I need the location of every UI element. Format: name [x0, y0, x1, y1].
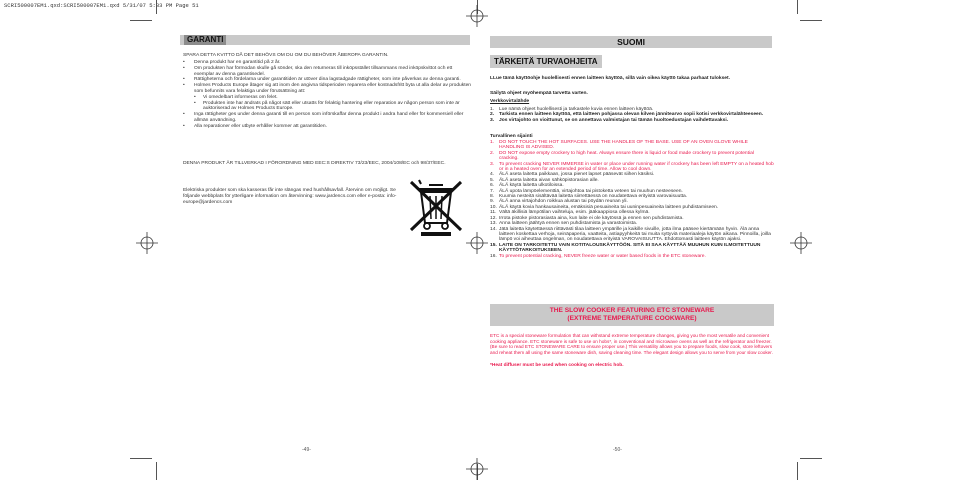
- page-number-right: -50-: [613, 447, 622, 453]
- feature-title-line1: THE SLOW COOKER FEATURING ETC STONEWARE: [549, 307, 715, 314]
- list-item: • Rättigheterna och fördelarna under garantitiden är utöver dina lagstadgade rättigheter, som inte påverkas av denna garanti.: [183, 77, 461, 83]
- feature-title-line2: (EXTREME TEMPERATURE COOKWARE): [567, 315, 697, 322]
- list-item: • Holmes Products Europe åtager sig att inom den angivna tidsperioden reparera eller kostnadsfritt byta ut alla delar av produkten som befunnits vara felaktiga under förutsättning att:: [183, 83, 472, 94]
- list-item: • Om produkten har förmodan skulle gå sönder, ska den returneras till inköpsstället tillsammans med inköpskvittot och ett exemplar av denna garantisedel.: [183, 65, 453, 77]
- safety-heading: TÄRKEITÄ TURVAOHJEITA: [490, 55, 602, 68]
- registration-mark-icon: [466, 232, 488, 254]
- suomi-title: SUOMI: [490, 36, 772, 48]
- list-item: 12. Irrota pistoke pistorasiasta aina, kun laite ei ole käytössä ja ennen sen puhdistamista.: [490, 215, 684, 221]
- garanti-title: GARANTI: [184, 35, 226, 45]
- list-item: 1. DO NOT TOUCH THE HOT SURFACES. USE THE HANDLES OF THE BASE. USE OF AN OVEN GLOVE WHILE HANDLING IS ADVISED.: [490, 140, 748, 151]
- list-item: • Inga rättigheter ges under denna garanti till en person som införskaffar denna produkt i andra hand eller för kommersiell eller allmän användning.: [183, 112, 464, 123]
- list-item: 16. To prevent potential cracking, NEVER freeze water or water based foods in the ETC stoneware.: [490, 253, 706, 259]
- registration-mark-icon: [466, 458, 488, 480]
- crop-mark: [800, 20, 822, 21]
- power-heading: Verkkovirtalähde: [490, 99, 530, 104]
- list-item: 2. Tarkista ennen laitteen käyttöä, että laitteen pohjassa olevan kilven jännitearvo sopii kotisi verkkovirtalähteeseen.: [490, 112, 764, 118]
- crop-mark: [156, 462, 157, 480]
- list-item: 13. Anna laitteen jäähtyä ennen sen puhdistamista ja varastoimista.: [490, 221, 638, 227]
- list-item: 2. DO NOT expose empty crockery to high heat. Always ensure there is liquid or food made crockery to prevent potential cracking.: [490, 150, 754, 162]
- heat-diffuser-note: *Heat diffuser must be used when cooking on electric hob.: [490, 363, 624, 368]
- slow-cooker-feature-box: [490, 304, 774, 326]
- crop-mark: [156, 0, 157, 14]
- list-item: 8. Kuumia nesteitä sisältävää laitetta siirrettäessä on noudatettava erityistä varovaisuutta.: [490, 194, 688, 200]
- list-item: 1. Lue nämä ohjeet huolellisesti ja tarkastele kuvia ennen laitteen käyttöä.: [490, 107, 654, 112]
- print-header: SCRI500007EM1.qxd:SCRI500007EM1.qxd 5/31/07 5:33 PM Page 51: [4, 2, 199, 9]
- list-item: 11. Vältä äkillisiä lämpötilan vaihteluja, esim. jääkaappiosa ollessa kylmä.: [490, 210, 650, 216]
- list-item: 5. ÄLÄ aseta laitetta aivan sähköpistorasian alle.: [490, 177, 599, 183]
- list-item: 9. ÄLÄ anna virtajohdon roikkua alustan tai pöydän reunan yli.: [490, 199, 628, 205]
- crop-mark: [130, 458, 152, 459]
- crop-mark: [800, 458, 822, 459]
- list-item: 3. To prevent cracking NEVER IMMERSE in water or place under running water if crockery has been left EMPTY on a heated hob or in a heated oven for an extended period of time. Allow to cool down.: [490, 161, 774, 173]
- etc-description: ETC is a special stoneware formulation that can withstand extreme temperature changes, giving you the most versatile and convenient cooking appliance. ETC stoneware is safe to use on hobs*, in conventional and microwave ovens as well as the refrigerator and freezer. (Be sure to read ETC STONEWARE CARE to ensure proper use.) This versatility allows you to prepare foods, slow cook, store leftovers and reheat them all using the same stoneware dish, saving cleaning time. The elegant design allows you to serve from your slow cooker.: [490, 333, 773, 355]
- crop-mark: [797, 0, 798, 14]
- list-item: 10. ÄLÄ käytä kovia hankausaineita, emäksisiä pesuaineita tai uuninpesuaineita laitteen puhdistamiseen.: [490, 204, 719, 210]
- list-item: 7. ÄLÄ upota lämpöelementtiä, virtajohtoa tai pistoketta veteen tai muuhun nesteeseen.: [490, 188, 683, 194]
- fi-intro: LLue tämä käyttöohje huolellisesti ennen laitteen käyttöä, sillä vain oikea käyttö takaa parhaat tulokset.: [490, 76, 730, 81]
- garanti-list: [183, 60, 473, 130]
- list-item: 14. Jätä laitetta käytettäessä riittävästi tilaa laitteen ympärille ja kaikille sivuille, jotta ilma pääsee kiertämään hyvin. Älä anna laitteen koskettaa verhoja, seinäpaperia, vaatteita, astiapyyhkeitä tai muita syttyviä materiaaleja käytön aikana. Pinnoilla, joilla lämpö voi aiheuttaa ongelman, on noudatettava erityistä VAROVAISUUTTA. Ehdottomasti laitteen käytön ajaksi.: [490, 226, 771, 243]
- garanti-intro: SPARA DETTA KVITTO DÅ DET BEHÖVS OM DU OM DU BEHÖVER ÅBEROPA GARANTIN.: [183, 53, 389, 58]
- list-item: 4. ÄLÄ aseta laitetta paikkaan, jossa pienet lapset pääsevät siihen käsiksi.: [490, 172, 655, 178]
- page-number-left: -49-: [302, 447, 311, 453]
- list-item: • Alla reparationer eller utbyte erhåller kommer att garantitiden.: [183, 123, 327, 129]
- keep-instructions-note: Säilytä ohjeet myöhempää tarvetta varten.: [490, 91, 588, 96]
- list-item: 3. Jos virtajohto on vioittunut, se on annettava valmistajan tai tämän huoltoedustajan vaihdettavaksi.: [490, 117, 729, 123]
- list-item: 15. LAITE ON TARKOITETTU VAIN KOTITALOUSKÄYTTÖÖN. SITÄ EI SAA KÄYTTÄÄ MUUHUN KUIN ILMOITETTUUN KÄYTTÖTARKOITUKSEEN.: [490, 242, 761, 254]
- crop-mark: [130, 20, 152, 21]
- list-item: • Denna produkt har en garantitid på 2 år.: [183, 60, 281, 65]
- registration-mark-icon: [466, 5, 488, 27]
- list-item: • Produkten inte har ändrats på något sätt eller utsatts för felaktig hantering eller reparation av någon person som inte är auktoriserad av Holmes Products Europe.: [194, 100, 460, 112]
- safety-list: [490, 140, 774, 259]
- recycling-notice: Elektriska produkter som ska kasseras får inte slängas med hushållsavfall. Återvinn om möjligt. Se följande webbplats för ytterligare information om återvinning: www.jardencs.com eller e-posta: info-europe@jardencs.com: [183, 188, 397, 205]
- crop-mark: [797, 462, 798, 480]
- safe-location-heading: Turvallinen sijainti: [490, 134, 533, 139]
- list-item: • Vi omedelbart informeras om felet.: [194, 94, 278, 100]
- list-item: 6. ÄLÄ käytä laitetta ulkotiloissa.: [490, 183, 564, 189]
- power-list: [490, 107, 774, 123]
- eec-declaration: DENNA PRODUKT ÄR TILLVERKAD I FÖRORDNING MED EEC:S DIREKTIV 73/23/EEC, 2004/108/EC och 98/37/EEC.: [183, 161, 446, 166]
- registration-mark-icon: [790, 232, 812, 254]
- crossed-out-wheelie-bin-icon: [405, 176, 467, 238]
- registration-mark-icon: [136, 232, 158, 254]
